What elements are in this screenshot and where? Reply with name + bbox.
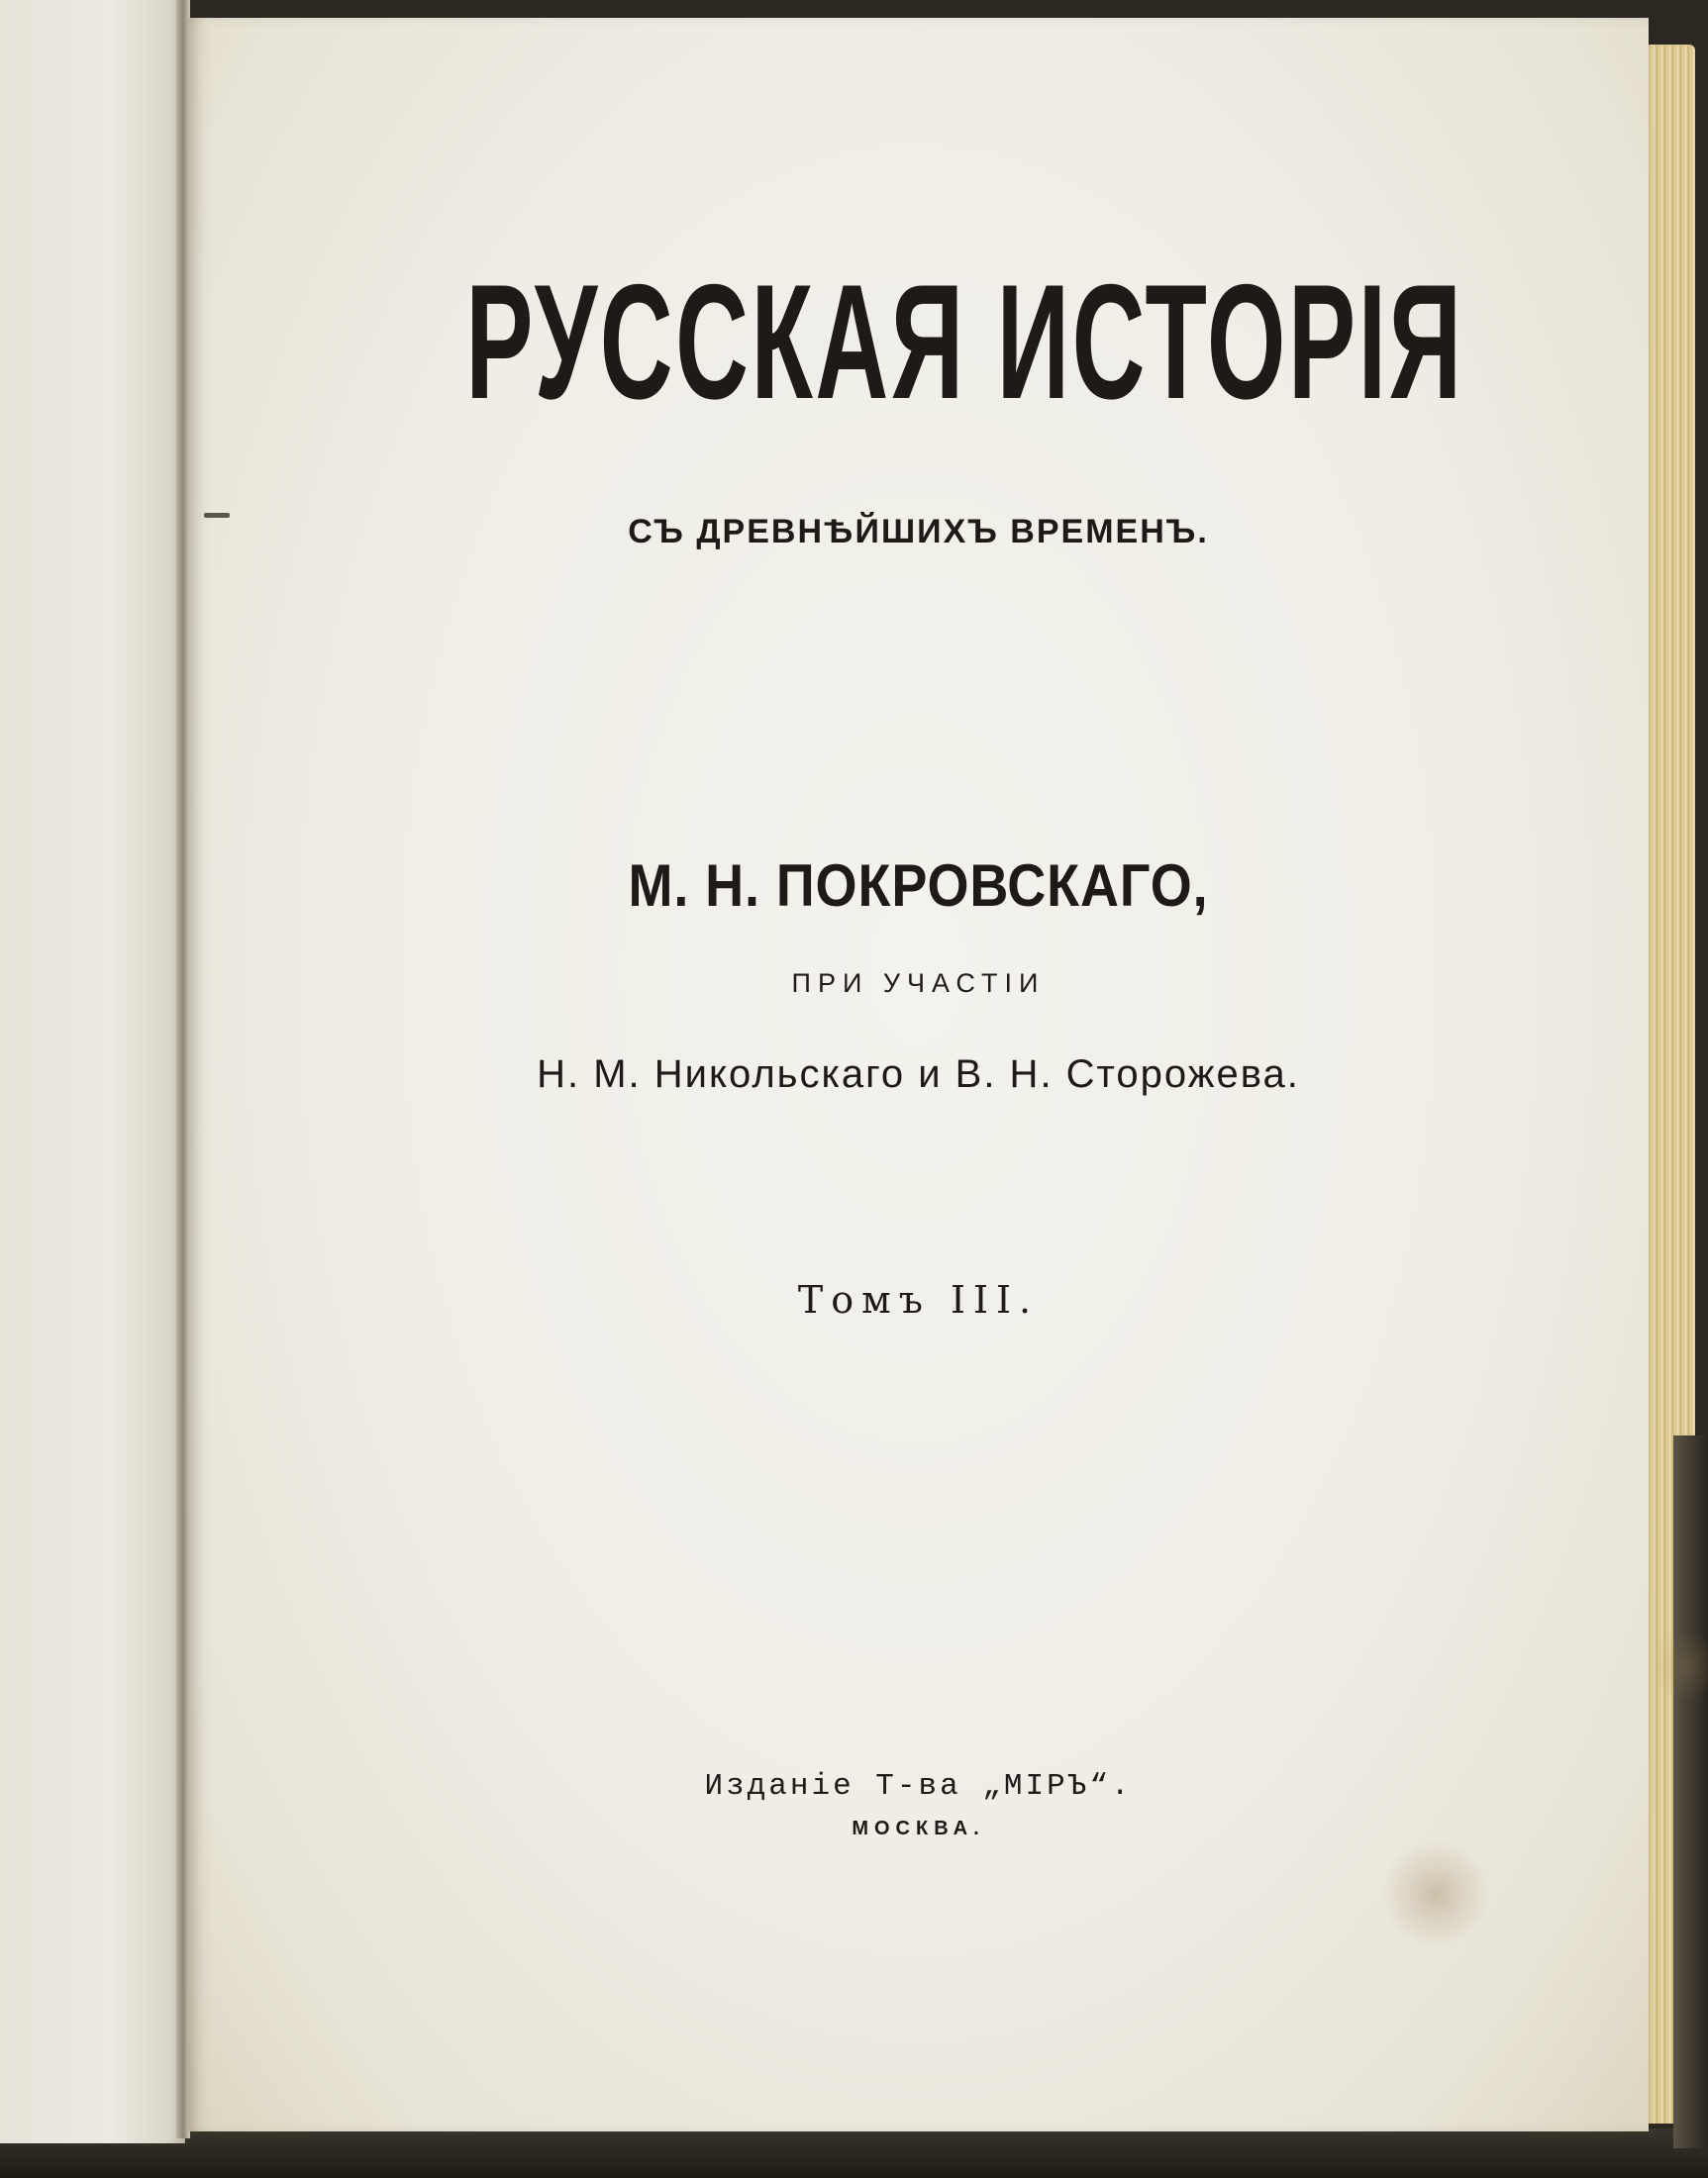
volume-number: Томъ III. — [797, 1278, 1040, 1322]
publisher: Изданіе Т-ва „МІРЪ“. — [704, 1769, 1133, 1804]
foxing-stain — [1381, 1839, 1490, 1948]
participation-label: ПРИ УЧАСТІИ — [791, 968, 1046, 998]
foxing-stain — [1658, 1627, 1708, 1706]
book-subtitle: СЪ ДРЕВНѢЙШИХЪ ВРЕМЕНЪ. — [628, 513, 1209, 550]
author-name: М. Н. ПОКРОВСКАГО, — [628, 852, 1209, 919]
left-page — [0, 0, 185, 2143]
publication-city: МОСКВА. — [852, 1818, 985, 1839]
coauthors: Н. М. Никольскаго и В. Н. Сторожева. — [537, 1052, 1300, 1096]
book-spine — [1673, 1436, 1708, 2148]
book-title: РУССКАЯ ИСТОРІЯ — [465, 250, 1464, 433]
book-cover — [0, 2128, 1708, 2178]
